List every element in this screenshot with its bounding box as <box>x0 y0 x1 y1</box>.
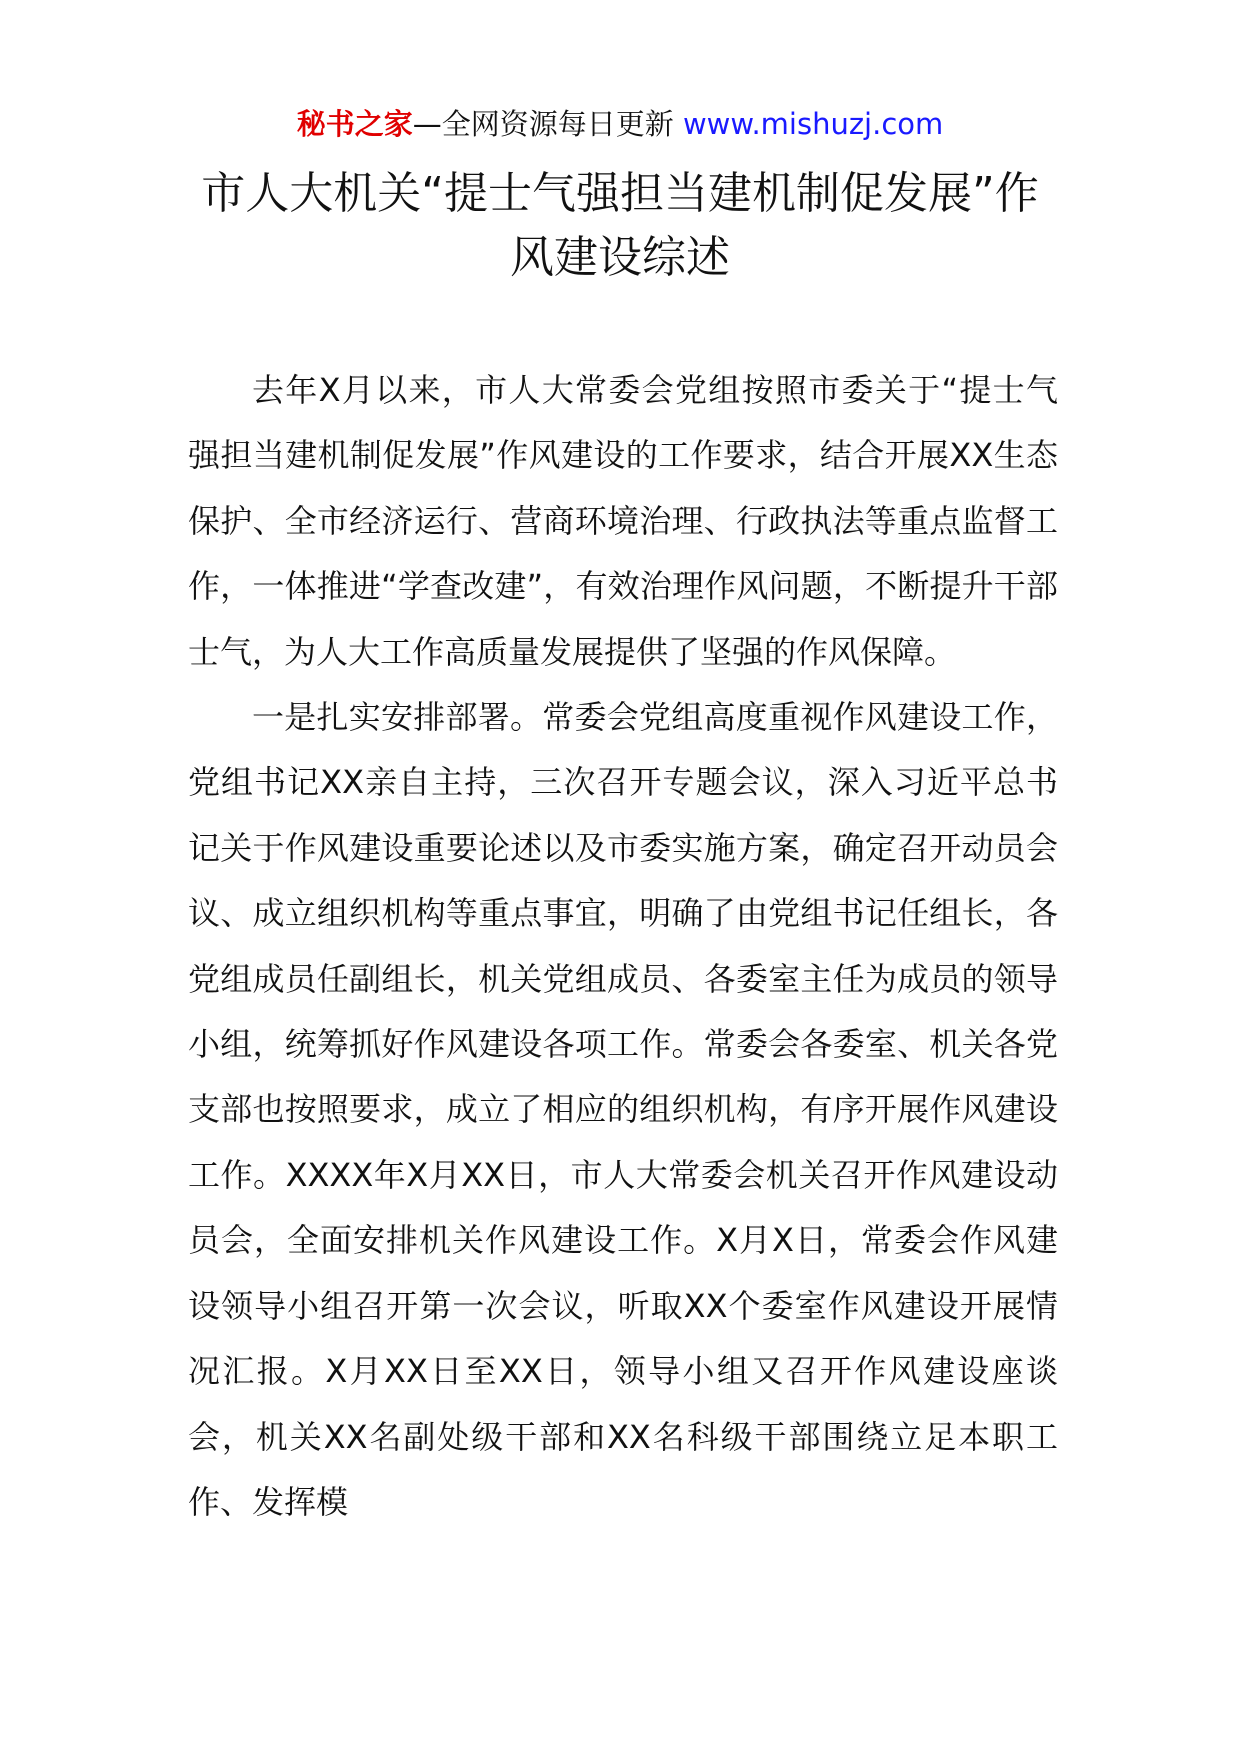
document-title: 市人大机关“提士气强担当建机制促发展”作风建设综述 <box>201 168 1039 283</box>
paragraph-intro: 去年X月以来，市人大常委会党组按照市委关于“提士气强担当建机制促发展”作风建设的工作要求，结合开展XX生态保护、全市经济运行、营商环境治理、行政执法等重点监督工作，一体推进“学查改建”，有效治理作风问题，不断提升干部士气，为人大工作高质量发展提供了坚强的作风保障。 <box>188 371 1058 671</box>
header-tagline: —全网资源每日更新 <box>412 107 683 141</box>
brand-name: 秘书之家 <box>296 107 413 141</box>
document-body <box>188 358 1058 1535</box>
site-url-link[interactable]: www.mishuzj.com <box>682 107 944 141</box>
paragraph-deployment: 一是扎实安排部署。常委会党组高度重视作风建设工作，党组书记XX亲自主持，三次召开专题会议，深入习近平总书记关于作风建设重要论述以及市委实施方案，确定召开动员会议、成立组织机构等重点事宜，明确了由党组书记任组长，各党组成员任副组长，机关党组成员、各委室主任为成员的领导小组，统筹抓好作风建设各项工作。常委会各委室、机关各党支部也按照要求，成立了相应的组织机构，有序开展作风建设工作。XXXX年X月XX日，市人大常委会机关召开作风建设动员会，全面安排机关作风建设工作。X月X日，常委会作风建设领导小组召开第一次会议，听取XX个委室作风建设开展情况汇报。X月XX日至XX日，领导小组又召开作风建设座谈会，机关XX名副处级干部和XX名科级干部围绕立足本职工作、发挥模 <box>188 698 1058 1521</box>
watermark-header <box>0 104 1240 144</box>
